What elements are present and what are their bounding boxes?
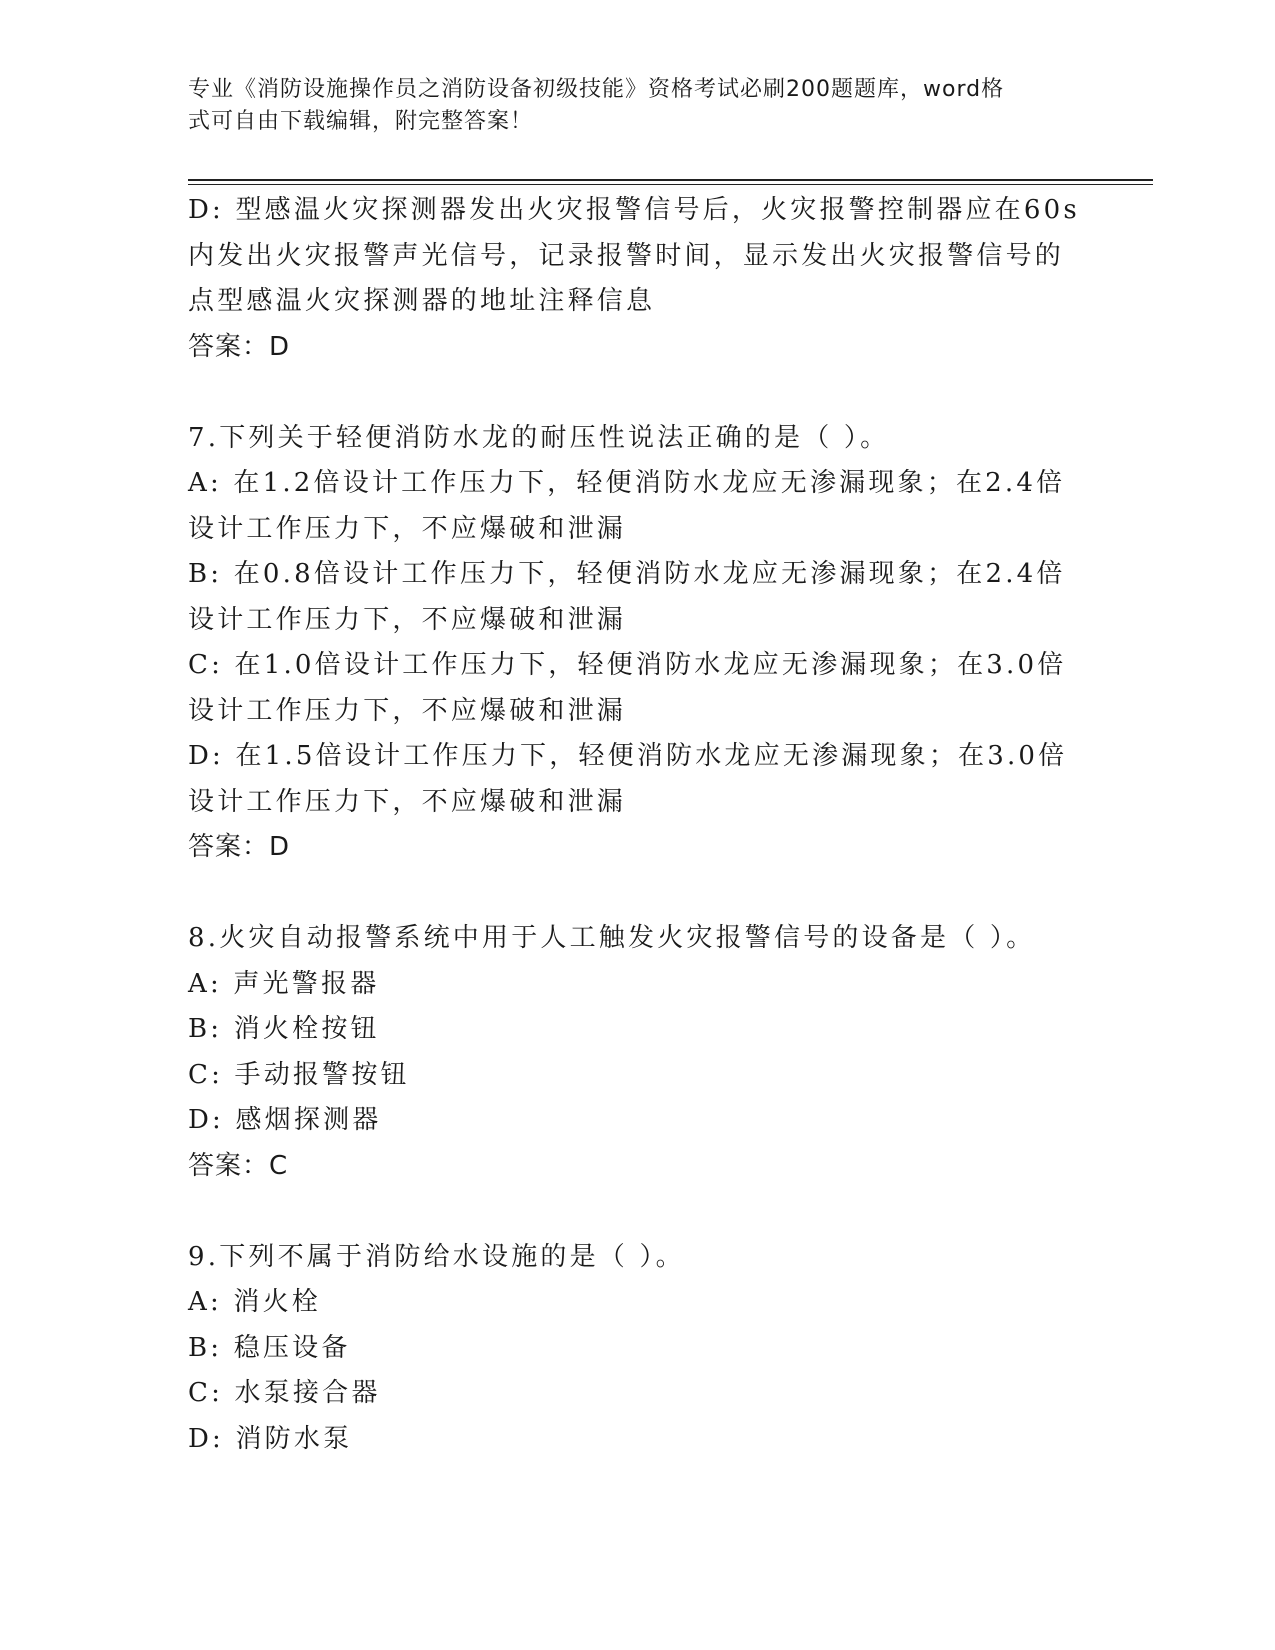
option-a-continued: 设计工作压力下，不应爆破和泄漏 [188,513,627,544]
option-b: B: 在0.8倍设计工作压力下，轻便消防水龙应无渗漏现象；在2.4倍 [188,559,1066,589]
spacer [188,1189,1088,1235]
option-d-line: 点型感温火灾探测器的地址注释信息 [188,286,656,316]
option-b-continued: 设计工作压力下，不应爆破和泄漏 [188,604,627,635]
option-b: B: 消火栓按钮 [188,1014,380,1044]
option-c: C: 在1.0倍设计工作压力下，轻便消防水龙应无渗漏现象；在3.0倍 [188,650,1067,680]
option-d: D: 消防水泵 [188,1423,353,1454]
answer-label: 答案：C [188,1150,289,1181]
question-stem: 8.火灾自动报警系统中用于人工触发火灾报警信号的设备是（ ）。 [188,923,1036,953]
header-title-line-2: 式可自由下载编辑，附完整答案！ [188,109,534,134]
option-d: D: 在1.5倍设计工作压力下，轻便消防水龙应无渗漏现象；在3.0倍 [188,741,1068,771]
option-a: A: 消火栓 [188,1287,322,1317]
question-9 [188,1235,1088,1463]
spacer [188,871,1088,917]
header-divider [188,179,1153,185]
spacer [188,370,1088,416]
document-header [188,74,1068,138]
option-d-line: D: 型感温火灾探测器发出火灾报警信号后，火灾报警控制器应在60s [188,195,1080,225]
document-body [188,188,1088,1462]
option-b: B: 稳压设备 [188,1332,351,1363]
option-d: D: 感烟探测器 [188,1105,382,1135]
option-a: A: 在1.2倍设计工作压力下，轻便消防水龙应无渗漏现象；在2.4倍 [188,468,1066,498]
option-d-line: 内发出火灾报警声光信号，记录报警时间，显示发出火灾报警信号的 [188,240,1065,271]
question-stem: 7.下列关于轻便消防水龙的耐压性说法正确的是（ ）。 [188,422,890,453]
question-7 [188,416,1088,871]
question-stem: 9.下列不属于消防给水设施的是（ ）。 [188,1241,685,1272]
header-title-line-1: 专业《消防设施操作员之消防设备初级技能》资格考试必刷200题题库，word格 [188,77,1005,102]
question-8 [188,916,1088,1189]
option-c-continued: 设计工作压力下，不应爆破和泄漏 [188,695,627,726]
answer-label: 答案：D [188,331,291,362]
option-c: C: 手动报警按钮 [188,1059,410,1090]
prev-question-block [188,188,1088,370]
option-c: C: 水泵接合器 [188,1378,381,1408]
option-d-continued: 设计工作压力下，不应爆破和泄漏 [188,786,627,817]
option-a: A: 声光警报器 [188,968,380,999]
answer-label: 答案：D [188,832,291,862]
